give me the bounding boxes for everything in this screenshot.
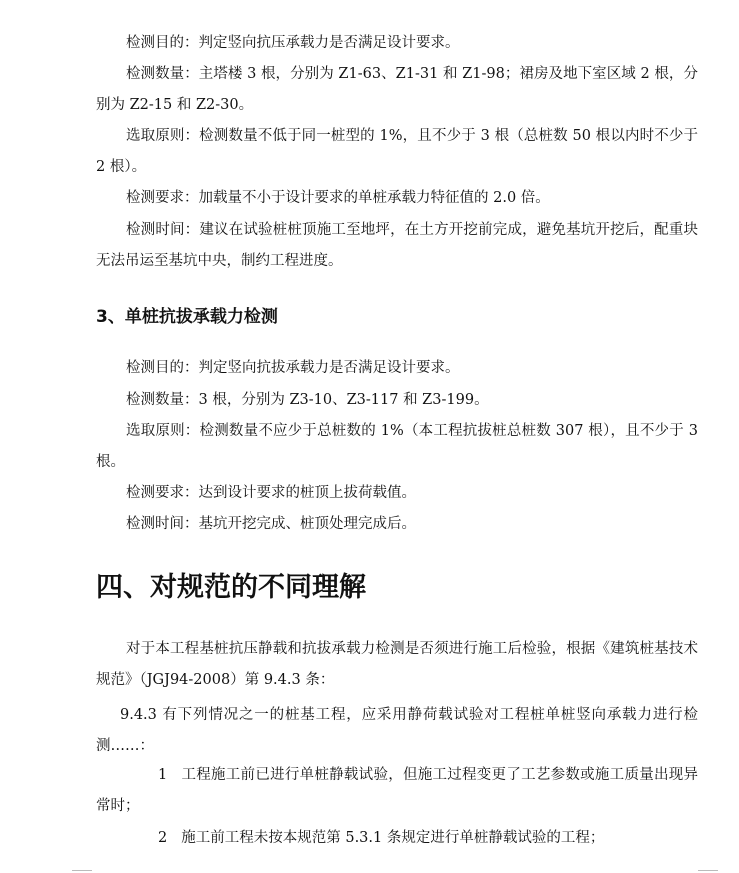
item-number: 1: [158, 767, 168, 783]
item-text: 工程施工前已进行单桩静载试验，但施工过程变更了工艺参数或施工质量出现异常时；: [96, 767, 698, 814]
s3-time: 检测时间：基坑开挖完成、桩顶处理完成后。: [126, 516, 416, 532]
s3-purpose: 检测目的：判定竖向抗拔承载力是否满足设计要求。: [126, 360, 460, 376]
item-number: 2: [158, 830, 168, 846]
item-text: 施工前工程未按本规范第 5.3.1 条规定进行单桩静载试验的工程；: [181, 830, 605, 846]
page-corner-mark-right: [698, 870, 718, 871]
s3-quantity: 检测数量：3 根，分别为 Z3-10、Z3-117 和 Z3-199。: [126, 392, 489, 408]
page-corner-mark-left: [72, 870, 92, 871]
ch4-item-2: [96, 823, 698, 854]
section3-heading: 3、单桩抗拔承载力检测: [96, 307, 278, 327]
ch4-clause: 9.4.3 有下列情况之一的桩基工程，应采用静荷载试验对工程桩单桩竖向承载力进行检测……：: [96, 707, 698, 754]
s2-principle: 选取原则：检测数量不低于同一桩型的 1%，且不少于 3 根（总桩数 50 根以内时不少于 2 根）。: [96, 128, 698, 175]
ch4-item-1: [96, 760, 698, 822]
s3-principle: 选取原则：检测数量不应少于总桩数的 1%（本工程抗拔桩总桩数 307 根），且不少于 3 根。: [96, 423, 698, 470]
s2-purpose: 检测目的：判定竖向抗压承载力是否满足设计要求。: [126, 35, 460, 51]
s2-quantity: 检测数量：主塔楼 3 根，分别为 Z1-63、Z1-31 和 Z1-98；裙房及地下室区域 2 根，分别为 Z2-15 和 Z2-30。: [96, 66, 698, 113]
s3-requirement: 检测要求：达到设计要求的桩顶上拔荷载值。: [126, 485, 416, 501]
chapter4-heading: 四、对规范的不同理解: [96, 572, 366, 603]
s2-requirement: 检测要求：加载量不小于设计要求的单桩承载力特征值的 2.0 倍。: [126, 190, 550, 206]
ch4-intro: 对于本工程基桩抗压静载和抗拔承载力检测是否须进行施工后检验，根据《建筑桩基技术规范》（JGJ94-2008）第 9.4.3 条：: [96, 641, 698, 688]
s2-time: 检测时间：建议在试验桩桩顶施工至地坪，在土方开挖前完成，避免基坑开挖后，配重块无法吊运至基坑中央，制约工程进度。: [96, 222, 698, 269]
